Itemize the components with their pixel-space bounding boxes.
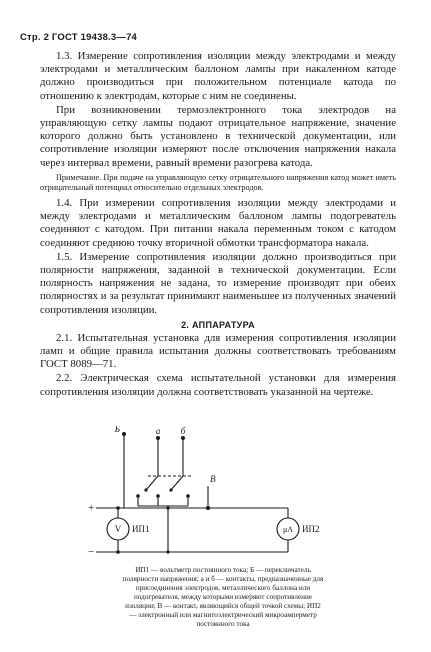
paragraph-1-5: 1.5. Измерение сопротивления изоляции должно производиться при полярности напряжения, заданной в технической документации. Если полярность напряжения не задана, то измерение производят при обеих полярностях и за результат принимают наименьшее из полученных значений сопротивления изоляции. xyxy=(40,250,396,316)
label-plus: + xyxy=(88,502,95,514)
blade-end-2 xyxy=(169,488,172,491)
contact-dot-2 xyxy=(156,494,160,498)
paragraph-2-2: 2.2. Электрическая схема испытательной установки для измерения сопротивления изоляции должна соответствовать указанной на чертеже. xyxy=(40,372,396,398)
voltmeter-symbol: V xyxy=(114,524,122,534)
note: Примечание. При подаче на управляющую сетку отрицательного напряжения катод может иметь отрицательный потенциал относительно отдельных электродов. xyxy=(40,172,396,193)
terminal-a-icon xyxy=(156,436,160,440)
terminal-b-icon xyxy=(122,432,126,436)
paragraph-thermoelectric: При возникновении термоэлектронного тока электродов на управляющую сетку лампы подают отрицательное напряжение, значение которого должно быть установлено в технической документации, или сопротивление изоляции измеряют после отключения напряжения накала через интервал времени, равный времени разогрева катода. xyxy=(40,103,396,169)
node-mid-minus xyxy=(166,550,169,553)
label-b: б xyxy=(180,426,186,436)
node-mid-plus xyxy=(166,506,169,509)
paragraph-1-4: 1.4. При измерении сопротивления изоляции между электродами и между электродами и металлическим баллоном лампы подогреватель соединяют с катодом. При питании накала переменным током с катодом соединяют среднюю точку вторичной обмотки трансформатора накала. xyxy=(40,197,396,249)
page-header: Стр. 2 ГОСТ 19438.3—74 xyxy=(20,32,138,43)
microammeter-name: ИП2 xyxy=(302,524,320,534)
label-minus: − xyxy=(88,546,95,558)
circuit-diagram xyxy=(88,426,356,561)
label-a: а xyxy=(155,426,161,436)
node-plus-dot xyxy=(116,506,120,510)
voltmeter-name: ИП1 xyxy=(132,524,150,534)
document-body xyxy=(40,50,396,400)
label-v: В xyxy=(210,474,216,484)
node-minus-dot xyxy=(116,550,120,554)
node-v-dot xyxy=(206,506,210,510)
paragraph-1-3: 1.3. Измерение сопротивления изоляции между электродами и между электродами и металлическим баллоном лампы при накаленном катоде должно производиться при положительном потенциале катода по отношению к электродам, которые с ним не соединены. xyxy=(40,50,396,102)
switch-blade-1 xyxy=(146,476,158,490)
paragraph-2-1: 2.1. Испытательная установка для измерения сопротивления изоляции ламп и общие правила испытания должны соответствовать требованиям ГОСТ 8089—71. xyxy=(40,331,396,371)
terminal-b2-icon xyxy=(181,436,185,440)
switch-blade-2 xyxy=(171,476,183,490)
blade-end-1 xyxy=(144,488,147,491)
contact-dot-1 xyxy=(136,494,140,498)
microammeter-symbol: μА xyxy=(282,525,294,534)
contact-dot-3 xyxy=(186,494,190,498)
section-title: 2. АППАРАТУРА xyxy=(181,319,255,330)
figure-caption: ИП1 — вольтметр постоянного тока; Б — переключатель полярности напряжения; а и б — контакты, предназначенные для присоединения электродов, металлического баллона или подогревателя, между которыми измеряют сопротивление изоляции; В — контакт, являющийся общей точкой схемы; ИП2 — электронный или магнитоэлектрический микроамперметр постоянного тока xyxy=(122,566,324,628)
label-b-top: Б xyxy=(114,426,120,434)
